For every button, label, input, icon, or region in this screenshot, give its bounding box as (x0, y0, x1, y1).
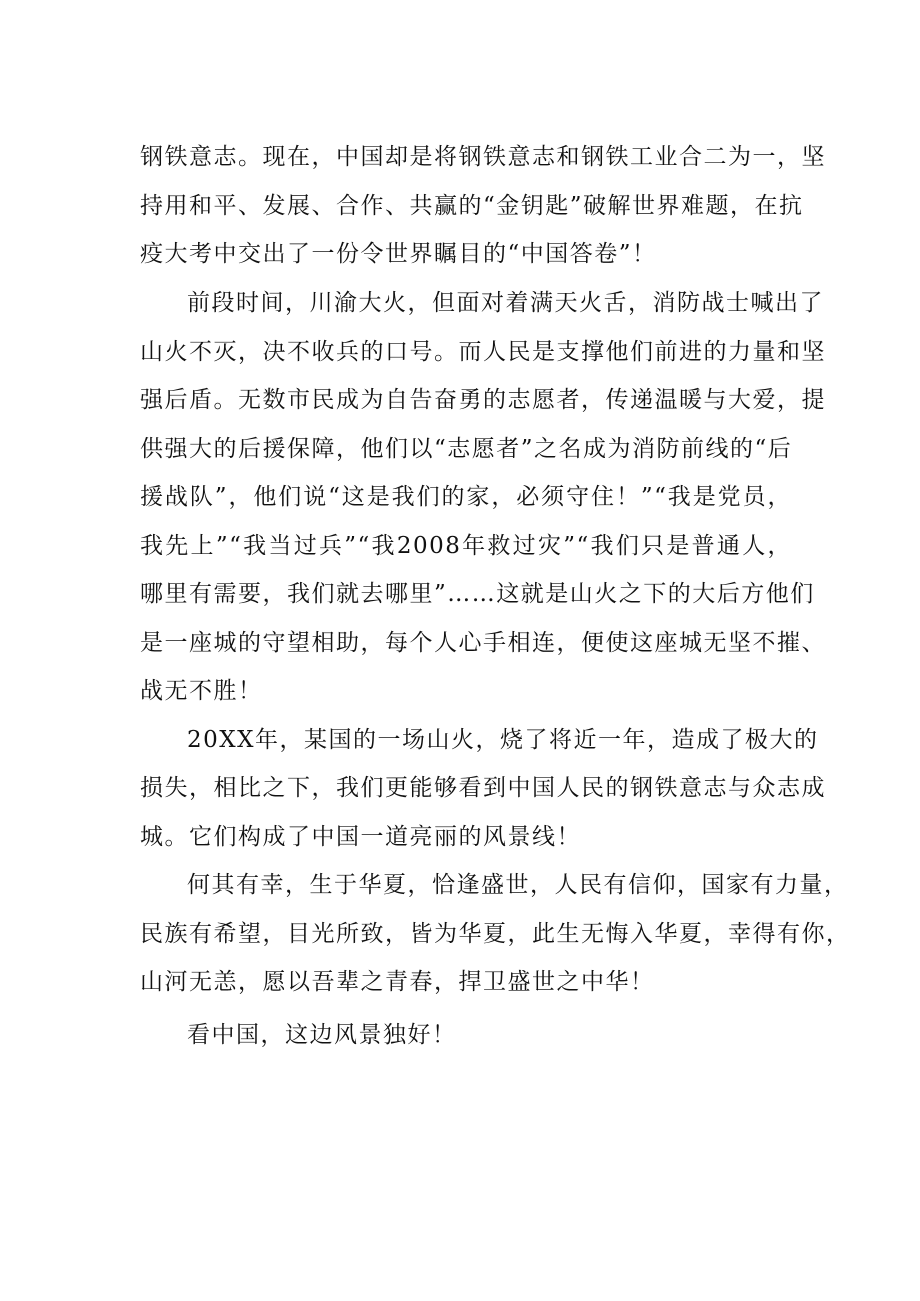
paragraph-line: 供强大的后援保障，他们以“志愿者”之名成为消防前线的“后 (140, 435, 793, 462)
paragraph-line: 民族有希望，目光所致，皆为华夏，此生无悔入华夏，幸得有你， (140, 920, 851, 947)
paragraph-line: 是一座城的守望相助，每个人心手相连，便使这座城无坚不摧、 (140, 629, 826, 656)
paragraph-line: 何其有幸，生于华夏，恰逢盛世，人民有信仰，国家有力量， (187, 872, 849, 898)
paragraph-line: 前段时间，川渝大火，但面对着满天火舌，消防战士喊出了 (187, 290, 824, 316)
paragraph-line: 山火不灭，决不收兵的口号。而人民是支撑他们前进的力量和坚 (140, 338, 826, 365)
document-body (140, 133, 851, 1059)
paragraph-line: 战无不胜！ (140, 678, 263, 704)
paragraph-line: 20XX年，某国的一场山火，烧了将近一年，造成了极大的 (187, 726, 819, 753)
paragraph-line: 我先上”“我当过兵”“我2008年救过灾”“我们只是普通人， (140, 532, 792, 559)
paragraph-line: 强后盾。无数市民成为自告奋勇的志愿者，传递温暖与大爱，提 (140, 387, 826, 413)
paragraph-line: 钢铁意志。现在，中国却是将钢铁意志和钢铁工业合二为一，坚 (140, 144, 826, 170)
paragraph-line: 持用和平、发展、合作、共赢的“金钥匙”破解世界难题，在抗 (140, 192, 804, 219)
paragraph-line: 城。它们构成了中国一道亮丽的风景线！ (140, 823, 581, 850)
paragraph-line: 疫大考中交出了一份令世界瞩目的“中国答卷”！ (140, 241, 657, 267)
paragraph-line: 山河无恙，愿以吾辈之青春，捍卫盛世之中华！ (140, 969, 655, 995)
paragraph-line: 援战队”，他们说“这是我们的家，必须守住！”“我是党员， (140, 484, 792, 510)
paragraph-line: 损失，相比之下，我们更能够看到中国人民的钢铁意志与众志成 (140, 775, 826, 801)
paragraph-line: 哪里有需要，我们就去哪里”……这就是山火之下的大后方他们 (140, 581, 815, 607)
closing-line: 看中国，这边风景独好！ (187, 1021, 457, 1048)
